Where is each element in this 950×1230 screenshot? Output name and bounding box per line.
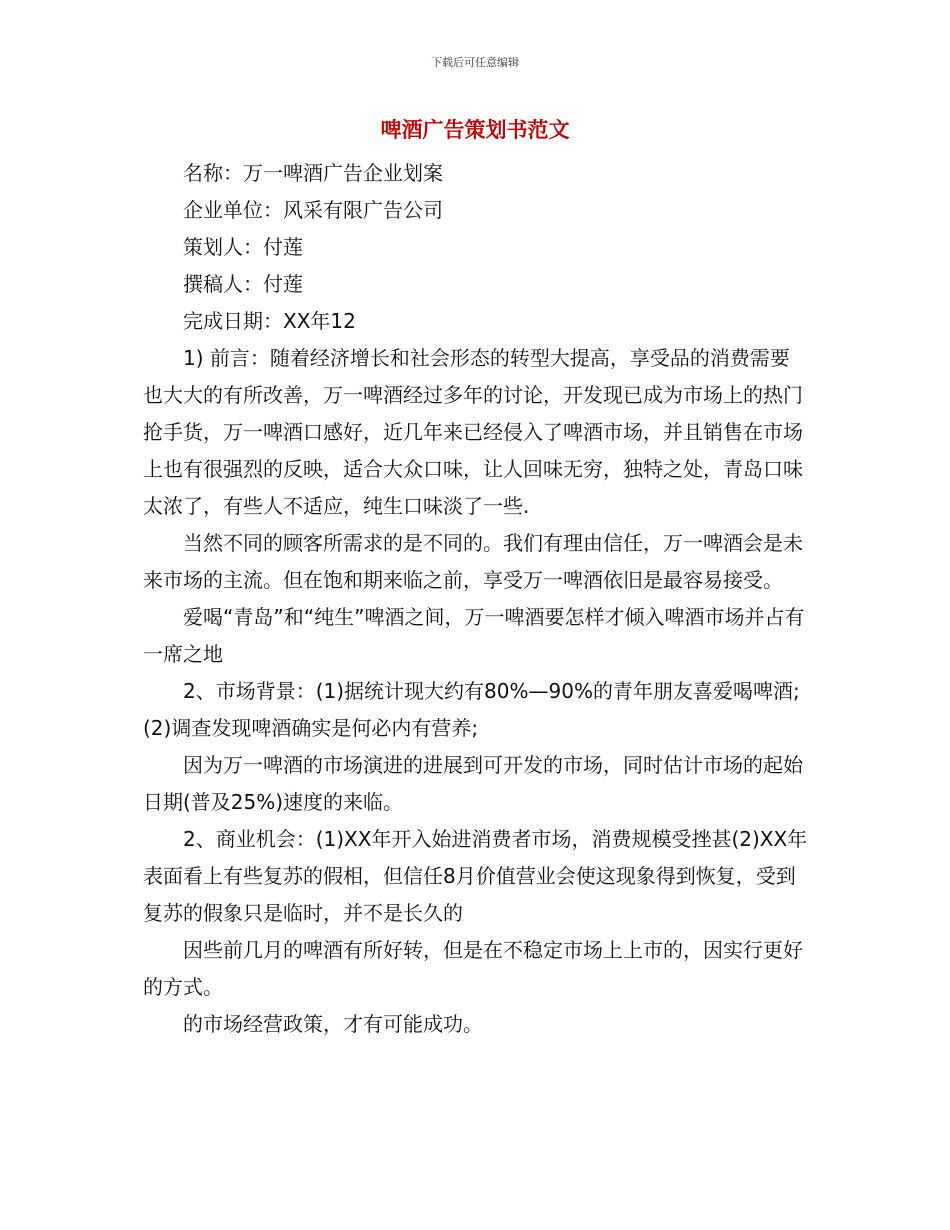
- meta-planner-line: 策划人：付莲: [183, 235, 303, 259]
- header-note: 下载后可任意编辑: [431, 56, 519, 69]
- paragraph-customer-needs: 当然不同的顾客所需求的是不同的。我们有理由信任，万一啤酒会是未来市场的主流。但在饱和期来临之前，享受万一啤酒依旧是最容易接受。: [143, 531, 803, 592]
- paragraph-market-background: 2、市场背景：(1)据统计现大约有80%—90%的青年朋友喜爱喝啤酒;(2)调查发现啤酒确实是何必内有营养;: [143, 679, 800, 740]
- document-title: 啤酒广告策划书范文: [380, 118, 570, 142]
- paragraph-conclusion: 的市场经营政策，才有可能成功。: [183, 1012, 483, 1036]
- meta-name-line: 名称：万一啤酒广告企业划案: [183, 161, 443, 185]
- paragraph-competition: 爱喝“青岛”和“纯生”啤酒之间，万一啤酒要怎样才倾入啤酒市场并占有一席之地: [143, 605, 805, 666]
- meta-writer-line: 撰稿人：付莲: [183, 272, 303, 296]
- paragraph-market-development: 因为万一啤酒的市场演进的进展到可开发的市场，同时估计市场的起始日期(普及25%)速度的来临。: [143, 753, 803, 814]
- paragraph-business-opportunity: 2、商业机会：(1)XX年开入始进消费者市场，消费规模受挫甚(2)XX年表面看上有些复苏的假相，但信任8月价值营业会使这现象得到恢复，受到复苏的假象只是临时，并不是长久的: [143, 827, 808, 925]
- document-body: [143, 155, 808, 1043]
- meta-date-line: 完成日期：XX年12: [183, 309, 356, 333]
- paragraph-preface: 1) 前言：随着经济增长和社会形态的转型大提高，享受品的消费需要也大大的有所改善，万一啤酒经过多年的讨论，开发现已成为市场上的热门抢手货，万一啤酒口感好，近几年来已经侵入了啤酒市场，并且销售在市场上也有很强烈的反映，适合大众口味，让人回味无穷，独特之处，青岛口味太浓了，有些人不适应，纯生口味淡了一些.: [143, 346, 803, 518]
- meta-company-line: 企业单位：风采有限广告公司: [183, 198, 443, 222]
- paragraph-recent-improvement: 因些前几月的啤酒有所好转，但是在不稳定市场上上市的，因实行更好的方式。: [143, 938, 803, 999]
